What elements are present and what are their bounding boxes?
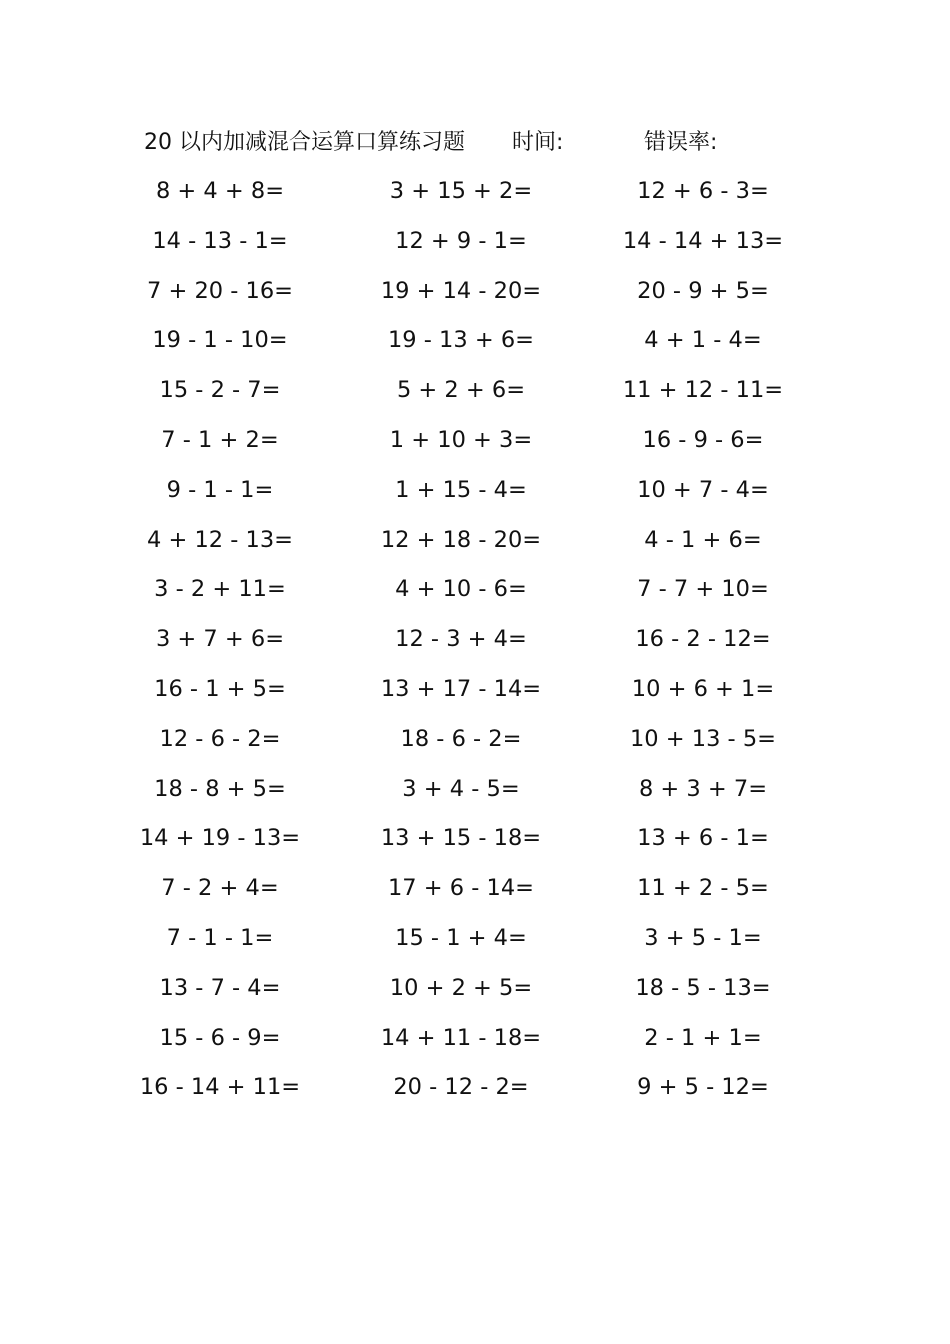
- problem-item: 9 - 1 - 1=: [166, 476, 274, 503]
- problem-item: 13 + 15 - 18=: [380, 825, 542, 852]
- problem-row: [0, 274, 950, 324]
- problem-grid: [0, 174, 950, 1120]
- problem-item: 20 - 9 + 5=: [637, 277, 769, 304]
- worksheet-title: 20 以内加减混合运算口算练习题: [144, 130, 465, 155]
- problem-row: [0, 224, 950, 274]
- problem-row: [0, 722, 950, 772]
- problem-item: 16 - 9 - 6=: [642, 426, 764, 453]
- problem-item: 7 - 1 + 2=: [161, 426, 279, 453]
- problem-item: 10 + 2 + 5=: [389, 974, 533, 1001]
- problem-item: 12 + 6 - 3=: [637, 178, 769, 204]
- problem-item: 3 + 15 + 2=: [389, 178, 533, 204]
- problem-item: 1 + 10 + 3=: [389, 426, 533, 453]
- problem-item: 7 - 7 + 10=: [637, 576, 769, 603]
- problem-item: 18 - 5 - 13=: [635, 974, 771, 1001]
- problem-item: 3 - 2 + 11=: [154, 576, 286, 603]
- problem-item: 1 + 15 - 4=: [395, 476, 527, 503]
- problem-item: 14 + 11 - 18=: [380, 1024, 542, 1051]
- problem-row: [0, 971, 950, 1021]
- problem-item: 17 + 6 - 14=: [387, 875, 534, 902]
- worksheet-header: [0, 126, 950, 160]
- problem-item: 8 + 3 + 7=: [638, 775, 768, 802]
- problem-row: [0, 373, 950, 423]
- problem-item: 3 + 7 + 6=: [155, 626, 285, 653]
- problem-item: 9 + 5 - 12=: [637, 1074, 769, 1101]
- problem-item: 4 + 12 - 13=: [146, 526, 293, 553]
- problem-row: [0, 473, 950, 523]
- problem-item: 12 - 6 - 2=: [159, 725, 281, 752]
- problem-row: [0, 871, 950, 921]
- problem-item: 14 - 13 - 1=: [152, 227, 288, 254]
- problem-item: 15 - 6 - 9=: [159, 1024, 281, 1051]
- time-label: 时间:: [512, 130, 564, 155]
- problem-item: 2 - 1 + 1=: [644, 1024, 762, 1051]
- problem-row: [0, 523, 950, 573]
- problem-item: 4 + 1 - 4=: [644, 327, 762, 354]
- problem-item: 12 + 9 - 1=: [395, 227, 527, 254]
- problem-item: 5 + 2 + 6=: [396, 377, 526, 404]
- problem-item: 11 + 2 - 5=: [637, 875, 769, 902]
- problem-item: 13 + 17 - 14=: [380, 675, 542, 702]
- problem-item: 19 + 14 - 20=: [380, 277, 542, 304]
- problem-item: 11 + 12 - 11=: [622, 377, 784, 404]
- problem-item: 16 - 1 + 5=: [154, 675, 286, 702]
- problem-item: 13 - 7 - 4=: [159, 974, 281, 1001]
- problem-row: [0, 174, 950, 224]
- problem-item: 4 - 1 + 6=: [644, 526, 762, 553]
- problem-item: 18 - 6 - 2=: [400, 725, 522, 752]
- problem-item: 7 - 2 + 4=: [161, 875, 279, 902]
- problem-item: 14 + 19 - 13=: [139, 825, 301, 852]
- problem-row: [0, 772, 950, 822]
- problem-item: 19 - 13 + 6=: [387, 327, 534, 354]
- problem-row: [0, 423, 950, 473]
- problem-item: 10 + 6 + 1=: [631, 675, 775, 702]
- problem-row: [0, 821, 950, 871]
- problem-item: 4 + 10 - 6=: [395, 576, 527, 603]
- problem-item: 14 - 14 + 13=: [622, 227, 784, 254]
- problem-item: 13 + 6 - 1=: [637, 825, 769, 852]
- problem-item: 20 - 12 - 2=: [393, 1074, 529, 1101]
- error-rate-label: 错误率:: [644, 130, 718, 155]
- problem-item: 18 - 8 + 5=: [154, 775, 286, 802]
- problem-row: [0, 921, 950, 971]
- problem-item: 10 + 13 - 5=: [629, 725, 776, 752]
- problem-item: 10 + 7 - 4=: [637, 476, 769, 503]
- problem-item: 15 - 1 + 4=: [395, 924, 527, 951]
- problem-item: 12 + 18 - 20=: [380, 526, 542, 553]
- problem-item: 7 - 1 - 1=: [166, 924, 274, 951]
- problem-row: [0, 1021, 950, 1071]
- problem-row: [0, 672, 950, 722]
- problem-item: 8 + 4 + 8=: [155, 178, 285, 204]
- problem-item: 12 - 3 + 4=: [395, 626, 527, 653]
- problem-row: [0, 323, 950, 373]
- problem-item: 16 - 2 - 12=: [635, 626, 771, 653]
- problem-row: [0, 1070, 950, 1120]
- problem-row: [0, 622, 950, 672]
- problem-item: 16 - 14 + 11=: [139, 1074, 301, 1101]
- problem-item: 3 + 4 - 5=: [402, 775, 520, 802]
- problem-item: 7 + 20 - 16=: [146, 277, 293, 304]
- problem-item: 3 + 5 - 1=: [644, 924, 762, 951]
- problem-item: 15 - 2 - 7=: [159, 377, 281, 404]
- problem-row: [0, 572, 950, 622]
- problem-item: 19 - 1 - 10=: [152, 327, 288, 354]
